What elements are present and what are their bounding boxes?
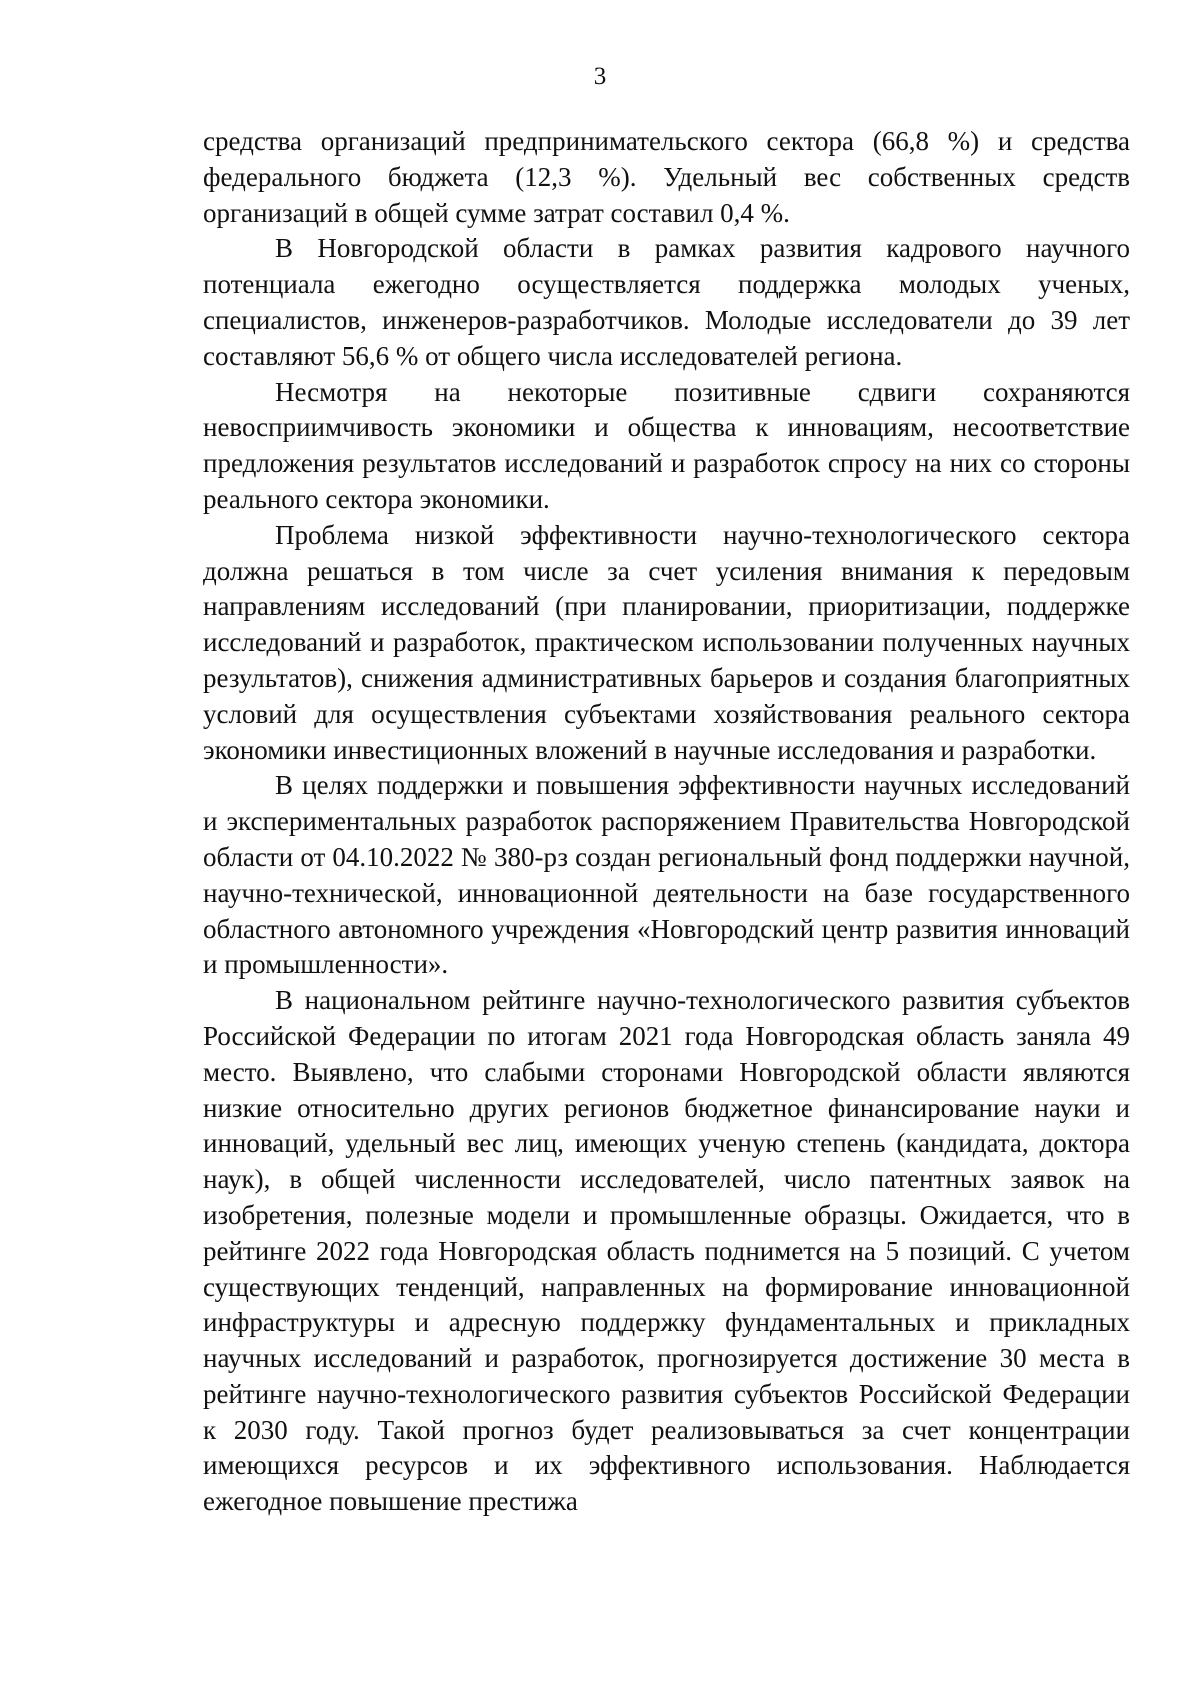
paragraph-1: средства организаций предпринимательского сектора (66,8 %) и средства федерального бюджета (12,3 %). Удельный вес собственных средств организаций в общей сумме затрат составил 0,4 %.	[203, 126, 1130, 228]
paragraph-3: Несмотря на некоторые позитивные сдвиги сохраняются невосприимчивость экономики и общества к инновациям, несоответствие предложения результатов исследований и разработок спросу на них со стороны реального сектора экономики.	[203, 376, 1130, 514]
paragraph-6: В национальном рейтинге научно-технологического развития субъектов Российской Федерации по итогам 2021 года Новгородская область заняла 49 место. Выявлено, что слабыми сторонами Новгородской области являются низкие относительно других регионов бюджетное финансирование науки и инноваций, удельный вес лиц, имеющих ученую степень (кандидата, доктора наук), в общей численности исследователей, число патентных заявок на изобретения, полезные модели и промышленные образцы. Ожидается, что в рейтинге 2022 года Новгородская область поднимется на 5 позиций. С учетом существующих тенденций, направленных на формирование инновационной инфраструктуры и адресную поддержку фундаментальных и прикладных научных исследований и разработок, прогнозируется достижение 30 места в рейтинге научно-технологического развития субъектов Российской Федерации к 2030 году. Такой прогноз будет реализовываться за счет концентрации имеющихся ресурсов и их эффективного использования. Наблюдается ежегодное повышение престижа	[203, 985, 1130, 1517]
paragraph-4: Проблема низкой эффективности научно-технологического сектора должна решаться в том числе за счет усиления внимания к передовым направлениям исследований (при планировании, приоритизации, поддержке исследований и разработок, практическом использовании полученных научных результатов), снижения административных барьеров и создания благоприятных условий для осуществления субъектами хозяйствования реального сектора экономики инвестиционных вложений в научные исследования и разработки.	[203, 519, 1130, 765]
paragraph-2: В Новгородской области в рамках развития кадрового научного потенциала ежегодно осуществляется поддержка молодых ученых, специалистов, инженеров-разработчиков. Молодые исследователи до 39 лет составляют 56,6 % от общего числа исследователей региона.	[203, 233, 1130, 371]
paragraph-5: В целях поддержки и повышения эффективности научных исследований и экспериментальных разработок распоряжением Правительства Новгородской области от 04.10.2022 № 380-рз создан региональный фонд поддержки научной, научно-технической, инновационной деятельности на базе государственного областного автономного учреждения «Новгородский центр развития инноваций и промышленности».	[203, 770, 1130, 980]
document-body	[203, 124, 1130, 1520]
page-number: 3	[593, 63, 607, 90]
